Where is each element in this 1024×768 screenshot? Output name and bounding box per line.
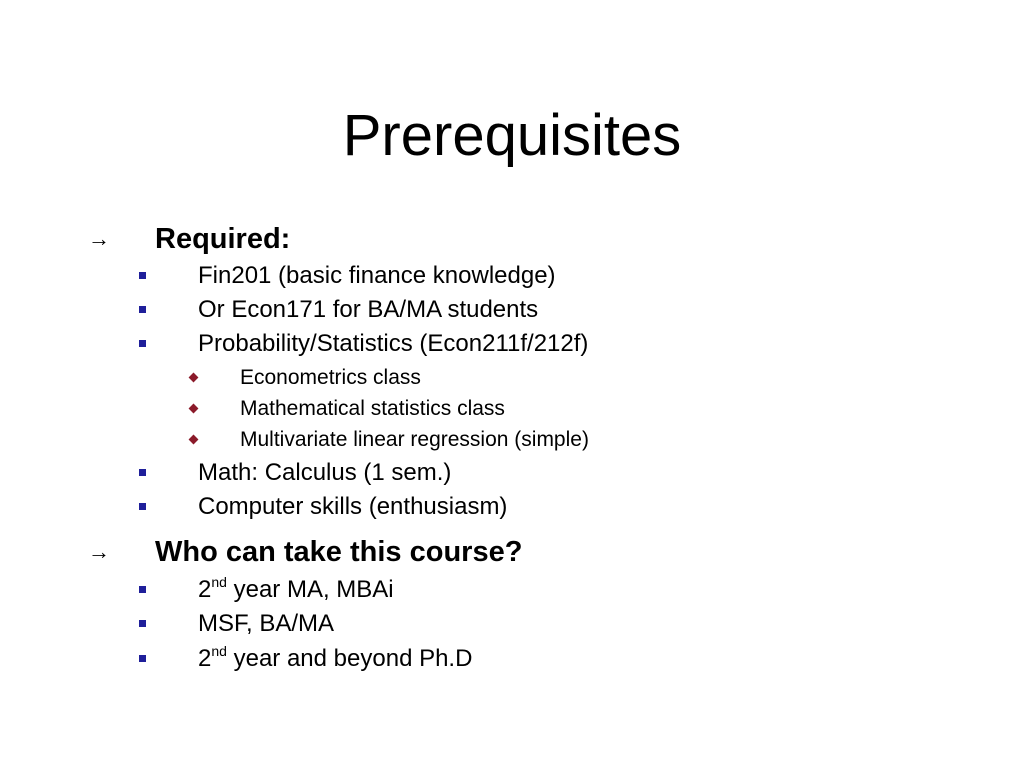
square-bullet-icon bbox=[139, 503, 146, 510]
sub-list-item-label: Multivariate linear regression (simple) bbox=[240, 428, 589, 451]
list-item-label: Or Econ171 for BA/MA students bbox=[198, 296, 539, 323]
square-bullet-icon bbox=[139, 620, 146, 627]
slide-title: Prerequisites bbox=[342, 103, 682, 168]
list-item-label: MSF, BA/MA bbox=[198, 610, 335, 637]
square-bullet-icon bbox=[139, 306, 146, 313]
list-item-label: Math: Calculus (1 sem.) bbox=[198, 459, 452, 486]
list-item-label: Fin201 (basic finance knowledge) bbox=[198, 262, 556, 289]
list-item-rest: year MA, MBAi bbox=[226, 576, 394, 603]
ordinal-suffix: nd bbox=[211, 574, 227, 590]
section-heading: Required: bbox=[155, 223, 291, 255]
diamond-bullet-icon bbox=[189, 435, 199, 445]
square-bullet-icon bbox=[139, 469, 146, 476]
section-heading: Who can take this course? bbox=[155, 536, 523, 568]
list-item-rest: year and beyond Ph.D bbox=[226, 645, 473, 672]
square-bullet-icon bbox=[139, 655, 146, 662]
list-item-label bbox=[198, 644, 472, 674]
diamond-bullet-icon bbox=[189, 404, 199, 414]
list-item-label bbox=[198, 575, 394, 605]
list-item-label: Computer skills (enthusiasm) bbox=[198, 493, 508, 520]
sub-list-item-label: Mathematical statistics class bbox=[240, 397, 505, 420]
list-item-label: Probability/Statistics (Econ211f/212f) bbox=[198, 330, 589, 357]
ordinal-number: 2 bbox=[198, 576, 212, 603]
arrow-bullet-icon: → bbox=[88, 539, 110, 564]
ordinal-number: 2 bbox=[198, 645, 212, 672]
square-bullet-icon bbox=[139, 272, 146, 279]
square-bullet-icon bbox=[139, 586, 146, 593]
diamond-bullet-icon bbox=[189, 373, 199, 383]
sub-list-item-label: Econometrics class bbox=[240, 366, 421, 389]
square-bullet-icon bbox=[139, 340, 146, 347]
ordinal-suffix: nd bbox=[211, 643, 227, 659]
arrow-bullet-icon: → bbox=[88, 226, 110, 251]
